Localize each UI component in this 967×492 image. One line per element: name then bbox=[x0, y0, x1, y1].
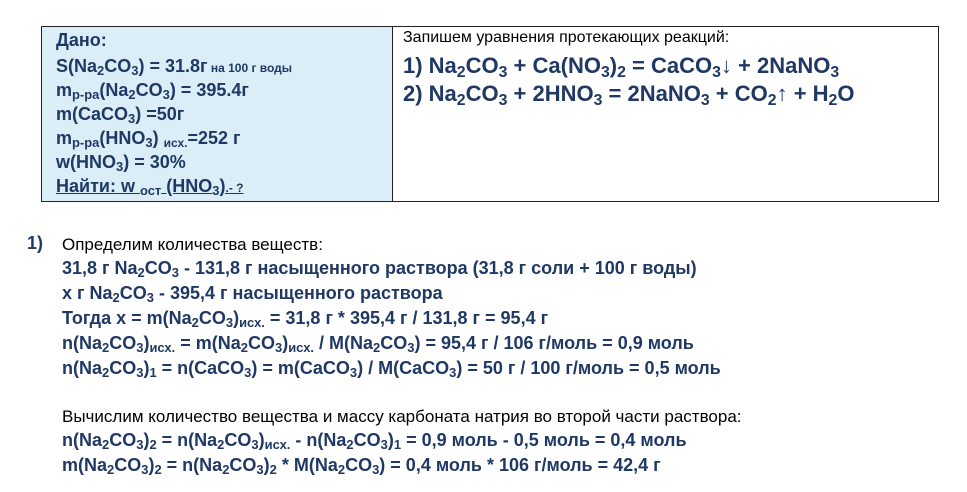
given-mass-solution: $m_{р-ра}(Na_2CO_3) = 395.4г$ bbox=[56, 80, 249, 103]
solution-line-2: х г $Na_2CO_3 - 395,4$ г насыщенного раствора bbox=[62, 283, 443, 306]
equation-1: 1) $Na_2CO_3 + Ca(NO_3)_2$ = CaCO$_3$↓ + 2NaNO$_3$ bbox=[403, 53, 840, 81]
step1-intro: Определим количества веществ: bbox=[62, 235, 323, 254]
step2-intro: Вычислим количество вещества и массу карбоната натрия во второй части раствора: bbox=[62, 407, 742, 426]
solution-line-4: $n(Na_2CO_3)_{исх.} = m(Na_2CO_3)_{исх.} / M(Na_2CO_3) = 95,4$ г / 106 г/моль = 0,9 моль bbox=[62, 333, 694, 356]
solution-line-1: 31,8 г $Na_2CO_3 - 131,8$ г насыщенного раствора (31,8 г соли + 100 г воды) bbox=[62, 258, 697, 281]
solution-line-7: $m(Na_2CO_3)_2 = n(Na_2CO_3)_2 * M(Na_2CO_3) = 0,4$ моль * 106 г/моль = 42,4 г bbox=[62, 455, 661, 478]
given-mass-caco3: m(CaCO$_3$) =50г bbox=[56, 104, 185, 127]
given-title: Дано: bbox=[56, 30, 107, 50]
given-find: Найти: w $_{ост}$ $(HNO_3).-$ ? bbox=[56, 176, 244, 199]
equation-2: 2) $Na_2CO_3 + 2HNO_3$ = 2NaNO$_3$ + $CO_2↑ + H_2O$ bbox=[403, 81, 855, 109]
equations-intro: Запишем уравнения протекающих реакций: bbox=[403, 29, 730, 46]
equations-box bbox=[392, 26, 939, 202]
given-solubility: $S(Na_2CO_3) = 31.8г$ на 100 г воды bbox=[56, 56, 293, 79]
solution-number: 1) bbox=[27, 233, 44, 253]
solution-line-5: $n(Na_2CO_3)_1$ = n(CaCO$_3$) = m(CaCO$_3$) / M(CaCO$_3$) = 50 г / 100 г/моль = 0,5 моль bbox=[62, 358, 721, 381]
given-mass-hno3: $m_{р-ра}(HNO_3)$ $_{исх.}$=252 г bbox=[56, 128, 241, 151]
solution-line-3: Тогда $х = m(Na_2CO_3)_{исх.} = 31,8$ г * 395,4 г / 131,8 г = 95,4 г bbox=[62, 308, 549, 331]
given-w-hno3: $w(HNO_3) = 30\%$ bbox=[56, 152, 186, 175]
given-box bbox=[41, 26, 392, 202]
solution-line-6: $n(Na_2CO_3)_2 = n(Na_2CO_3)_{исх.} - n(Na_2CO_3)_1 = 0,9$ моль - 0,5 моль = 0,4 моль bbox=[62, 430, 687, 453]
